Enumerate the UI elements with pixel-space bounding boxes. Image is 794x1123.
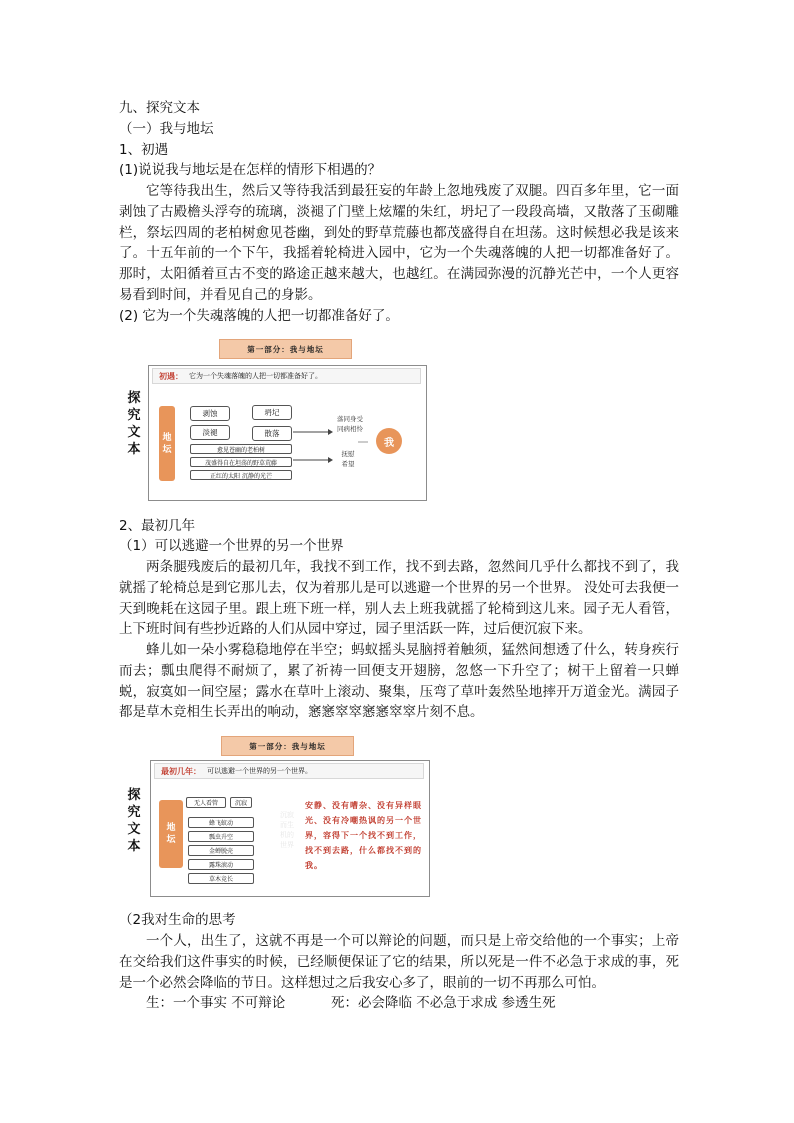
question-2: （1）可以逃避一个世界的另一个世界 — [119, 538, 344, 554]
row-fengfei: 蜂飞蚁动 — [188, 817, 254, 828]
row-laobaishu: 愈见苍幽的老柏树 — [190, 444, 292, 454]
topbar-tag-2: 最初几年： — [161, 765, 201, 776]
subsection-title: （一）我与地坛 — [119, 121, 214, 137]
row-taiyang: 正红的太阳 沉静的光芒 — [190, 470, 292, 480]
figure-2-topbar — [154, 763, 424, 779]
row-luzhu: 露珠滚动 — [188, 859, 254, 870]
ditan-pillar: 地 坛 — [159, 406, 175, 481]
answer-1: (2) 它为一个失魂落魄的人把一切都准备好了。 — [119, 308, 399, 324]
figure-2-banner: 第一部分：我与地坛 — [221, 736, 354, 756]
row-piaochong: 瓢虫升空 — [188, 831, 254, 842]
summary-life: 生：一个事实 不可辩论 — [146, 995, 286, 1011]
section-heading: 九、探究文本 — [119, 100, 200, 116]
topbar-text-2: 可以逃避一个世界的另一个世界。 — [207, 767, 312, 775]
row-yecao: 茂盛得自在坦荡的野草荒藤 — [190, 457, 292, 467]
side-label: 探 究 文 本 — [127, 391, 141, 457]
part-2-title: 2、最初几年 — [119, 518, 196, 534]
topbar-text: 它为一个失魂落魄的人把一切都准备好了。 — [189, 372, 322, 380]
red-summary: 安静、没有嘈杂、没有异样眼光、没有冷嘲热讽的另一个世界，容得下一个找不到工作，找不到去路，什么都找不到的我。 — [305, 800, 422, 870]
box-chenji: 沉寂 — [230, 797, 252, 808]
paragraph-4: 一个人，出生了，这就不再是一个可以辩论的问题，而只是上帝交给他的一个事实；上帝在交给我们这件事实的时候，已经顺便保证了它的结果，所以死是一件不必急于求成的事，死是一个必然会降临的节日。这样想过之后我安心多了，眼前的一切不再那么可怕。 — [119, 933, 679, 991]
question-1: (1)说说我与地坛是在怎样的情形下相遇的？ — [119, 162, 382, 178]
box-wurenkanguan: 无人看管 — [186, 797, 226, 808]
ditan-pillar-2: 地 坛 — [159, 800, 183, 868]
side-label-2: 探 究 文 本 — [127, 788, 141, 854]
paragraph-2: 两条腿残废后的最初几年，我找不到工作，找不到去路，忽然间几乎什么都找不到了，我就摇了轮椅总是到它那儿去，仅为着那儿是可以逃避一个世界的另一个世界。 没处可去我便一天到晚耗在这园子里。跟上班下班一样，别人去上班我就摇了轮椅到这儿来。园子无人看管，上下班时间有些抄近路的人们从园中穿过，园子里活跃一阵，过后便沉寂下来。 — [119, 559, 679, 638]
note-tongbing: 落同身受 同病相怜 — [337, 415, 363, 433]
box-tanpi: 坍圮 — [252, 405, 292, 420]
paragraph-1: 它等待我出生，然后又等待我活到最狂妄的年龄上忽地残废了双腿。四百多年里，它一面剥蚀了古殿檐头浮夸的琉璃，淡褪了门壁上炫耀的朱红，坍圮了一段段高墙，又散落了玉砌雕栏，祭坛四周的老柏树愈见苍幽，到处的野草荒藤也都茂盛得自在坦荡。这时候想必我是该来了。十五年前的一个下午，我摇着轮椅进入园中，它为一个失魂落魄的人把一切都准备好了。那时，太阳循着亘古不变的路途正越来越大，也越红。在满园弥漫的沉静光芒中，一个人更容易看到时间，并看见自己的身影。 — [119, 183, 679, 303]
row-jinchan: 金蝉脱壳 — [188, 845, 254, 856]
part-title: 1、初遇 — [119, 142, 169, 158]
figure-1-banner: 第一部分：我与地坛 — [219, 339, 352, 359]
question-3: （2我对生命的思考 — [119, 912, 236, 928]
note-fuwei: 抚慰 希望 — [341, 450, 355, 468]
me-circle: 我 — [376, 428, 402, 454]
watermark-text: 沉寂而生机的世界 — [280, 811, 294, 849]
box-dantui: 淡褪 — [190, 425, 230, 440]
figure-1-topbar — [152, 368, 421, 384]
box-sanluo: 散落 — [252, 426, 292, 441]
summary-death: 死：必会降临 不必急于求成 参透生死 — [331, 995, 556, 1011]
topbar-tag: 初遇： — [159, 370, 183, 381]
paragraph-3: 蜂儿如一朵小雾稳稳地停在半空；蚂蚁摇头晃脑捋着触须，猛然间想透了什么，转身疾行而去；瓢虫爬得不耐烦了，累了祈祷一回便支开翅膀，忽悠一下升空了；树干上留着一只蝉蜕，寂寞如一间空屋；露水在草叶上滚动、聚集，压弯了草叶轰然坠地摔开万道金光。满园子都是草木竞相生长弄出的响动，窸窸窣窣窸窸窣窣片刻不息。 — [119, 642, 679, 721]
row-caomu: 草木竞长 — [188, 873, 254, 884]
box-boshi: 剥蚀 — [190, 406, 230, 421]
